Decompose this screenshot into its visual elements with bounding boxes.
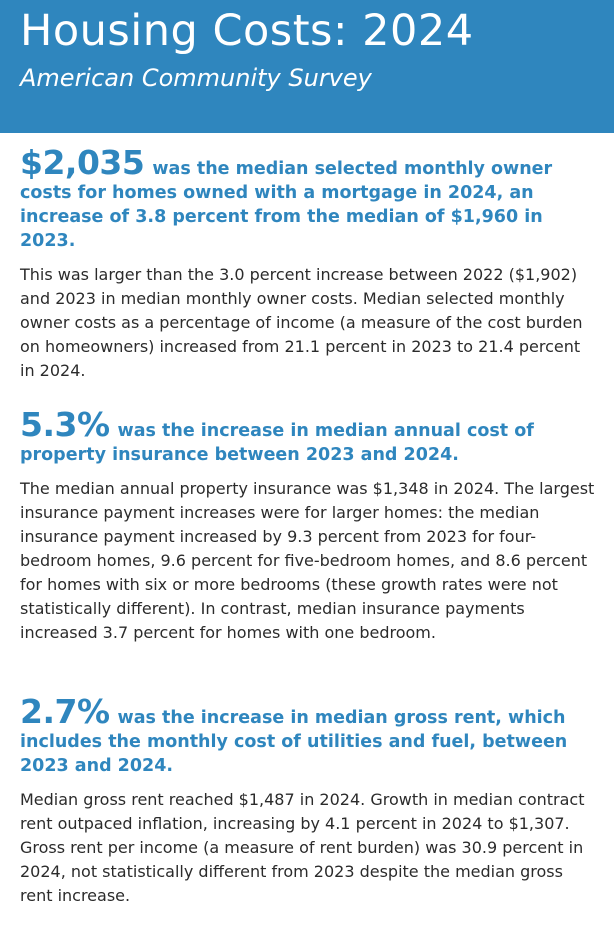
stat-figure: 5.3%: [20, 405, 110, 444]
stat-headline-text: was the increase in median gross rent, which includes the monthly cost of utilities and fuel, between 2023 and 2024.: [20, 708, 568, 776]
stat-headline: [20, 143, 598, 253]
stat-body: This was larger than the 3.0 percent increase between 2022 ($1,902) and 2023 in median monthly owner costs. Median selected monthly owner costs as a percentage of income (a measure of the cost burden on homeowners) increased from 21.1 percent in 2023 to 21.4 percent in 2024.: [20, 265, 583, 380]
header-banner: [0, 0, 614, 133]
page-title: Housing Costs: 2024: [20, 6, 474, 56]
stat-body: Median gross rent reached $1,487 in 2024. Growth in median contract rent outpaced inflation, increasing by 4.1 percent in 2024 to $1,307. Gross rent per income (a measure of rent burden) was 30.9 percent in 2024, not statistically different from 2023 despite the median gross rent increase.: [20, 790, 585, 905]
stat-headline: [20, 405, 598, 467]
stat-section-owner-costs: [20, 143, 598, 383]
stat-figure: 2.7%: [20, 692, 110, 731]
stat-body: The median annual property insurance was $1,348 in 2024. The largest insurance payment increases were for larger homes: the median insurance payment increased by 9.3 percent from 2023 for four-bedroom homes, 9.6 percent for five-bedroom homes, and 8.6 percent for homes with six or more bedrooms (these growth rates were not statistically different). In contrast, median insurance payments increased 3.7 percent for homes with one bedroom.: [20, 479, 595, 642]
stat-section-property-insurance: [20, 405, 598, 645]
stat-headline: [20, 692, 598, 778]
stat-headline-text: was the increase in median annual cost of property insurance between 2023 and 2024.: [20, 421, 534, 465]
stat-headline-text: was the median selected monthly owner costs for homes owned with a mortgage in 2024, an increase of 3.8 percent from the median of $1,960 in 2023.: [20, 159, 553, 251]
stat-section-gross-rent: [20, 692, 598, 908]
page-subtitle: American Community Survey: [20, 64, 372, 92]
stat-figure: $2,035: [20, 143, 145, 182]
